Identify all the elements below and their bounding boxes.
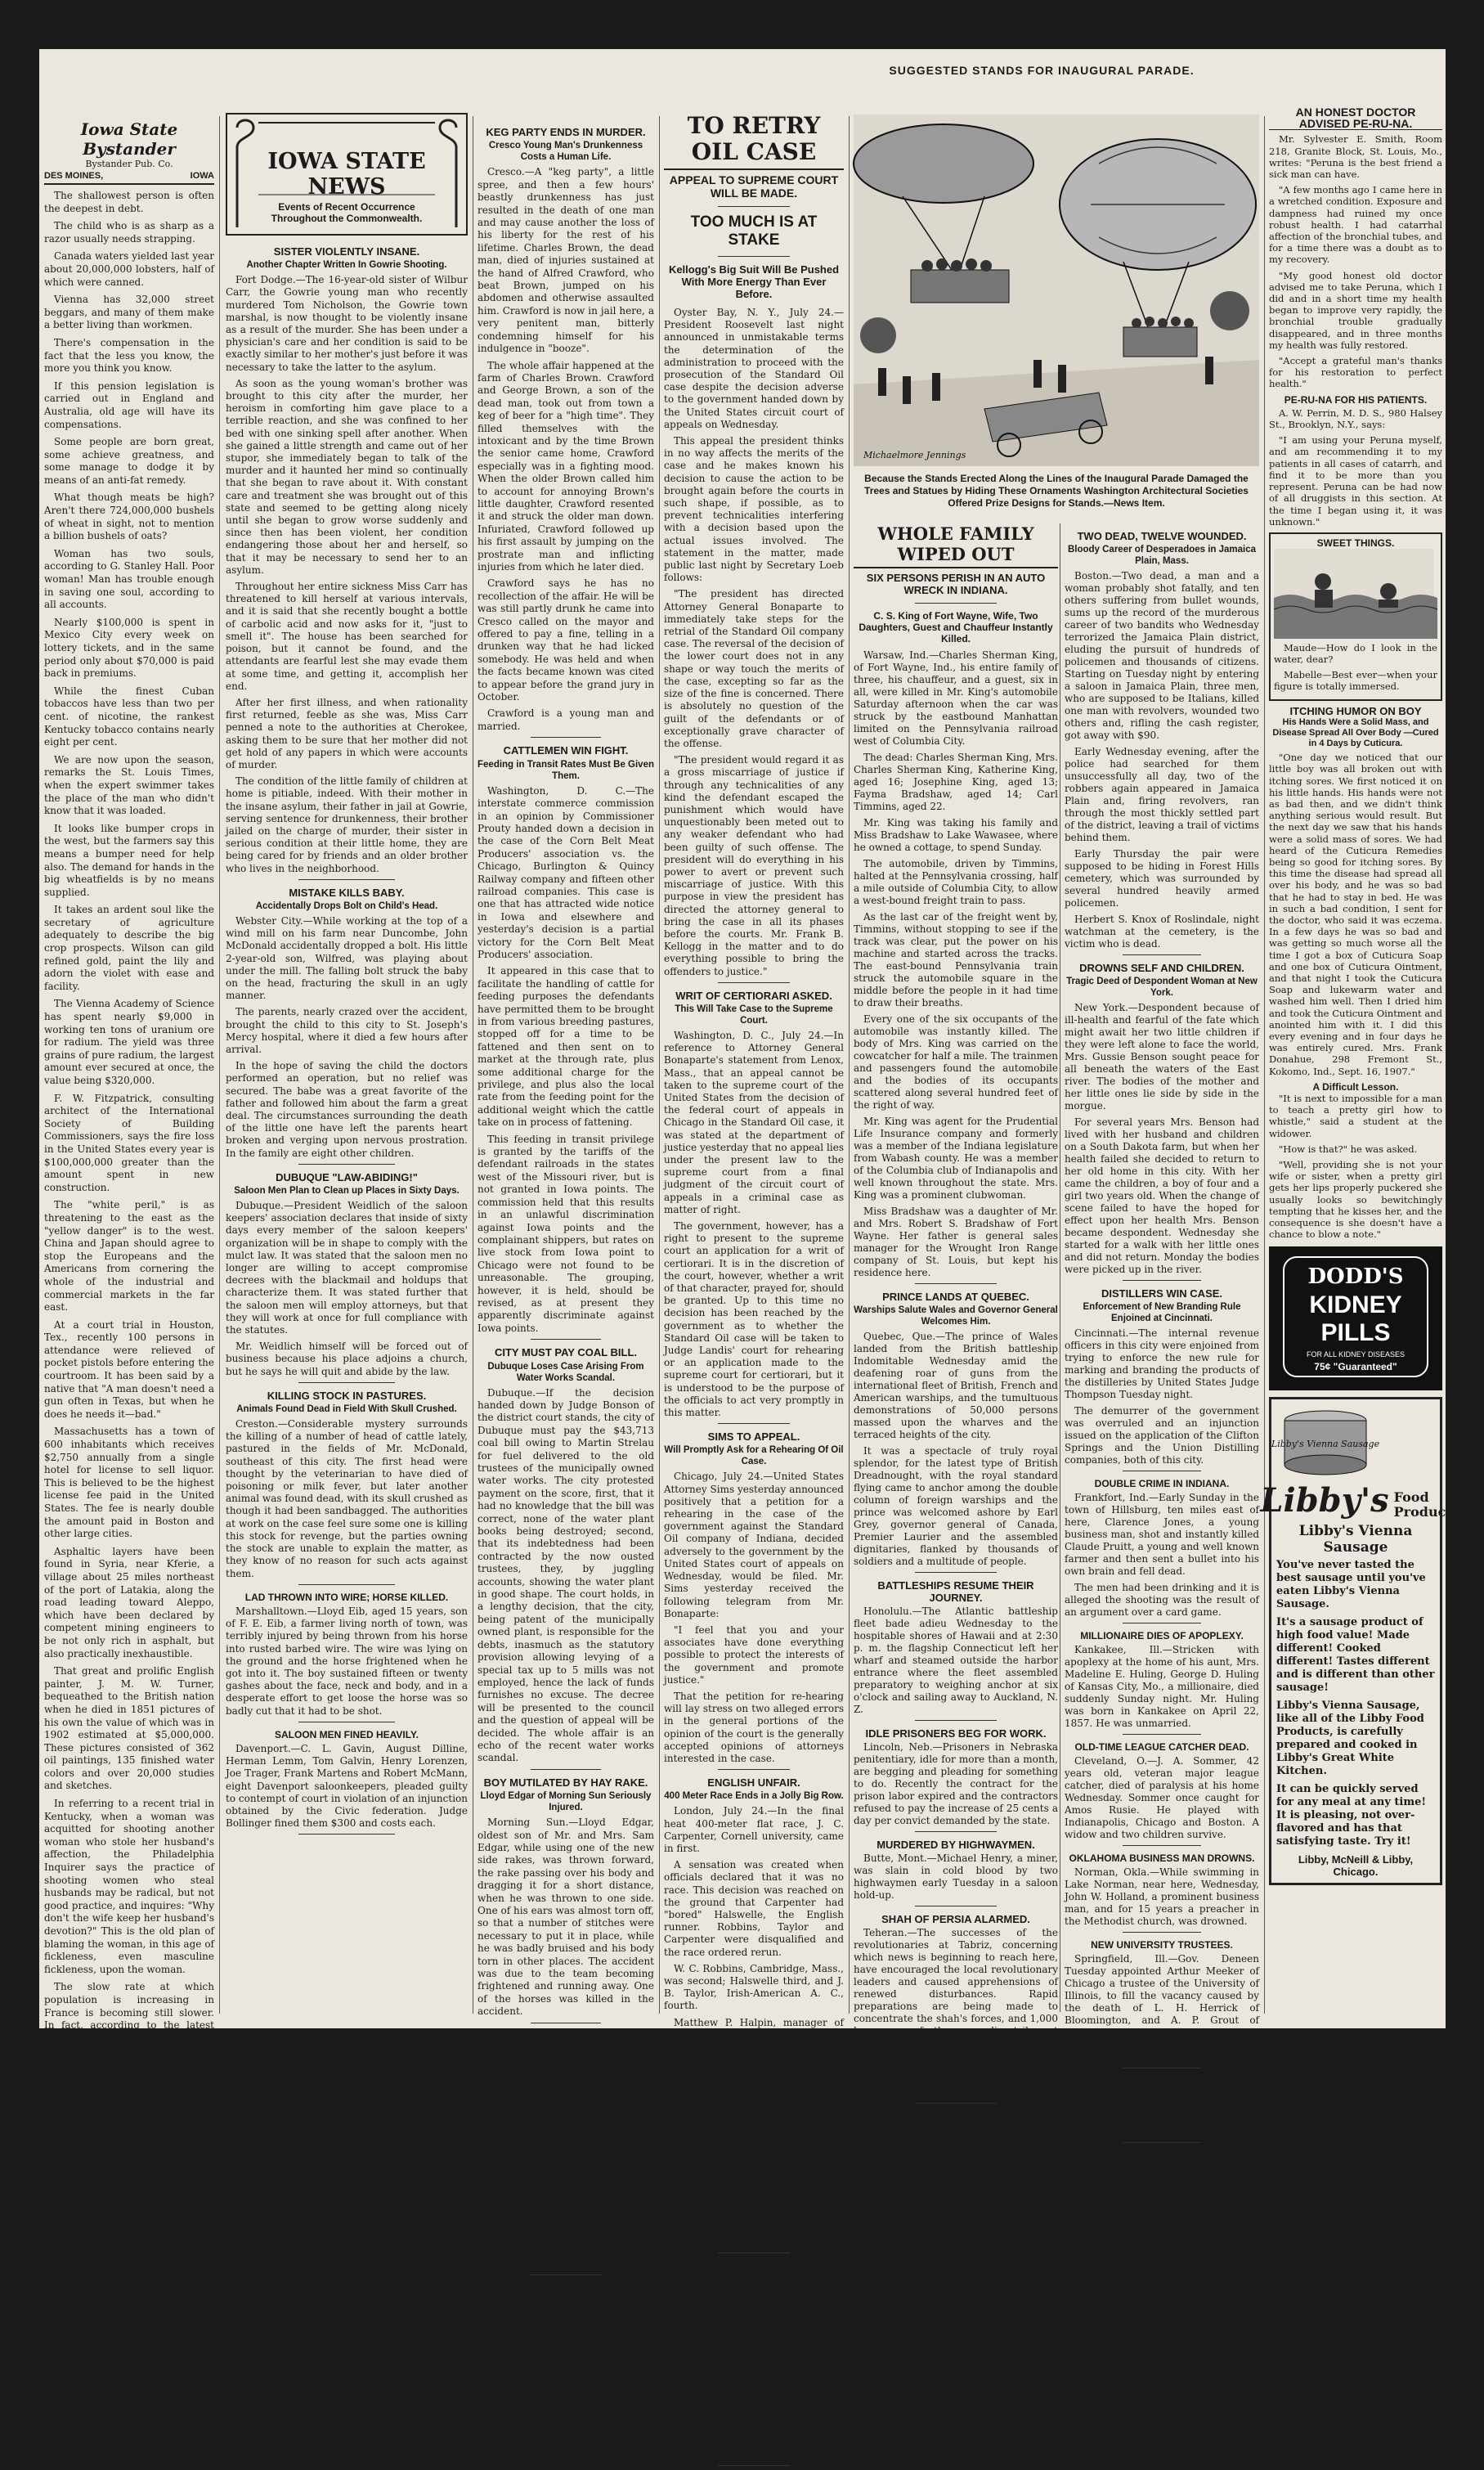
paragraph: Mr. King was taking his family and Miss Bradshaw to Lake Wawasee, where he owned a cottage, to spend Sunday. (854, 817, 1058, 853)
divider (915, 1831, 997, 1832)
story-headline: PRINCE LANDS AT QUEBEC. (882, 1291, 1029, 1303)
paragraph: Cleveland, O.—J. A. Sommer, 42 years old, veteran major league catcher, died of paralysis at his home Wednesday. Sommer once caught for Amos Rusie. He played with Indianapolis, Chicago and Boston. A widow and two children survive. (1065, 1755, 1259, 1840)
paragraph: "The president has directed Attorney General Bonaparte to immediately take steps for the retrial of the Standard Oil company case. The reversal of the decision of the lower court does not in any shape or way touch the merits of the case, excepting so far as the size of the fine is concerned. There is absolutely no question of the guilt of the defendants or of exceptionally grave character of the offense. (664, 588, 844, 749)
paragraph: It appeared in this case that to facilitate the handling of cattle for feeding purposes the defendants have permitted them to be brought in from various breeding pastures, stopped off for a time to be fattened and then sent on to market at the through rate, plus some additional charge for the privilege, and plus also the local rate from the feeding point for the additional weight which the cattle take on in process of fattening. (477, 965, 654, 1129)
paragraph: Washington, D. C., July 24.—In reference to Attorney General Bonaparte's statement from Lenox, Mass., that an appeal cannot be taken to the supreme court of the United States from the decision of the federal court of appeals in Chicago in the Standard Oil case, it was stated at the department of justice yesterday that no appeal lies under the present law to the supreme court from a final judgment of the circuit court of appeals in a criminal case as matter of right. (664, 1029, 844, 1215)
story-subhead: Feeding in Transit Rates Must Be Given Them. (477, 759, 654, 781)
paragraph: The government, however, has a right to present to the supreme court an application for a writ of certiorari. It is in the discretion of the court, however, whether a writ of that character, prayed for, should be granted. Up to this time no decision has been reached by the government as to whether the Standard Oil case will be taken to Judge Landis' court for rehearing or an application made to the supreme court for certiorari, but it is understood to be the purpose of the officials to act very promptly in this matter. (664, 1220, 844, 1419)
divider (298, 1834, 395, 1835)
paragraph: Early Wednesday evening, after the police had searched for them unsuccessfully all day, two of the robbers again appeared in Jamaica Plain and, firing revolvers, ran through the most thickly settled part of the district, leaving a trail of victims behind them. (1065, 746, 1259, 843)
airship-left (854, 124, 1033, 203)
paragraph: Early Thursday the pair were supposed to be hiding in Forest Hills cemetery, which was surrounded by several hundred heavily armed policemen. (1065, 848, 1259, 909)
story-headline: TWO DEAD, TWELVE WOUNDED. (1077, 530, 1247, 542)
story-subhead: Saloon Men Plan to Clean up Places in Sixty Days. (234, 1186, 460, 1197)
dodds-kidney-pills-ad (1269, 1246, 1442, 1390)
wipeout-subhead: SIX PERSONS PERISH IN AN AUTO WRECK IN INDIANA. (866, 572, 1046, 596)
divider (915, 603, 997, 604)
divider (1123, 1932, 1200, 1933)
oil-case-subhead-3: Kellogg's Big Suit Will Be Pushed With More Energy Than Ever Before. (668, 263, 840, 300)
paragraph: Herbert S. Knox of Roslindale, night watchman at the cemetery, is the victim who is dead. (1065, 914, 1259, 950)
paragraph: "I am using your Peruna myself, and am recommending it to my patients in all cases of catarrh, and find it to be more than you represent. Peruna can be had now of all druggists in this section. At the time I began using it, it was unknown." (1269, 434, 1442, 528)
paragraph: This appeal the president thinks in no way affects the merits of the case and he makes known his decision to cause the action to be brought again before the courts in such shape, if possible, as to prevent technicalities interfering with a decision based upon the actual issues involved. The statement in the matter, made public last night by Secretary Loeb follows: (664, 435, 844, 584)
divider (718, 1423, 790, 1424)
paragraph: That the petition for re-hearing will lay stress on two alleged errors in the general portions of the opinion of the court is the generally accepted opinions of attorneys interested in the case. (664, 1690, 844, 1764)
column-4-stories (664, 307, 844, 2466)
cartoon-caption: Because the Stands Erected Along the Lines of the Inaugural Parade Damaged the Trees and Statues by Hiding These Ornaments Washington Architectural Societies Offered Prize Designs for Stands.—News Item. (864, 473, 1249, 509)
column-rule (849, 116, 850, 2014)
can-label: Libby's Vienna Sausage (1271, 1439, 1380, 1450)
story-subhead: This Will Take Case to the Supreme Court. (675, 1004, 833, 1026)
column-2-stories (226, 245, 468, 1835)
kidney-word: KIDNEY (1309, 1291, 1402, 1319)
paragraph: Kankakee, Ill.—Stricken with apoplexy at the home of his aunt, Mrs. Madeline E. Huling, George D. Huling of Kansas City, Mo., a millionaire, died suddenly Sunday night. Mr. Huling was born in Kankakee on April 22, 1857. He was unmarried. (1065, 1644, 1259, 1729)
pills-word: PILLS (1320, 1319, 1391, 1347)
story-subhead: Cresco Young Man's Drunkenness Costs a Human Life. (488, 141, 643, 163)
paragraph: "How is that?" he was asked. (1279, 1143, 1418, 1155)
stand-basket-left (911, 270, 1009, 303)
editorial-item: That great and prolific English painter, J. M. W. Turner, bequeathed to the British nation when he died in 1851 pictures of his own the value of which was in 1902 estimated at $5,000,000. These pictures consisted of 362 oil paintings, 135 finished water colors and over 20,000 studies and sketches. (44, 1665, 214, 1792)
paragraph: Every one of the six occupants of the automobile was instantly killed. The body of Mrs. King was carried on the cowcatcher for half a mile. The trainmen and passengers found the automobile and the bodies of its occupants scattered along several hundred feet of the right of way. (854, 1013, 1058, 1111)
paragraph: Cincinnati.—The internal revenue officers in this city were enjoined from trying to enforce the new rule for marking and branding the products of the distilleries by United States Judge Thompson Tuesday night. (1065, 1327, 1259, 1400)
story-headline: WRIT OF CERTIORARI ASKED. (675, 989, 832, 1002)
newspaper-page (39, 49, 1459, 2460)
column-5 (854, 523, 1058, 2108)
story-subhead: Dubuque Loses Case Arising From Water Works Scandal. (487, 1361, 644, 1383)
editorial-item: There's compensation in the fact that the less you know, the more you think you know. (44, 336, 214, 375)
divider (531, 1339, 601, 1340)
paragraph: Honolulu.—The Atlantic battleship fleet bade adieu Wednesday to the hospitable shores of Hawaii and at 2:30 p. m. the flagship Connecticut left her wharf and steamed outside the harbor entrance where the fleet assembled preparatory to weighing anchor at six o'clock and sailing away to Auckland, N. Z. (854, 1606, 1058, 1715)
story-headline: BOY MUTILATED BY HAY RAKE. (483, 1776, 648, 1789)
paragraph: The demurrer of the government was overruled and an injunction issued on the application of the Clifton Springs and the Union Distilling companies, both of this city. (1065, 1405, 1259, 1466)
peruna-subhead: PE-RU-NA FOR HIS PATIENTS. (1284, 393, 1428, 406)
column-rule (1264, 116, 1265, 2014)
peruna-headline: AN HONEST DOCTOR ADVISED PE-RU-NA. (1269, 106, 1442, 130)
paragraph: As the last car of the freight went by, Timmins, without stopping to see if the track was clear, put the power on his machine and started across the tracks. The east-bound Pennsylvania train struck the automobile square in the middle before the people in it had time to draw their breaths. (854, 911, 1058, 1008)
paragraph: "Accept a grateful man's thanks for his restoration to perfect health." (1269, 355, 1442, 390)
paragraph: The dead: Charles Sherman King, Mrs. Charles Sherman King, Katherine King, aged 16; Josephine King, aged 13; Fayma Bradshaw, aged 14; Carl Timmins, aged 22. (854, 752, 1058, 812)
libbys-ad (1260, 1397, 1459, 1885)
paragraph: Creston.—Considerable mystery surrounds the killing of a number of head of cattle lately, pastured in the fields of Mr. McDonald, southeast of this city. The first head were thought by the veterinarian to have died of poisoning or milk fever, but later another animal was found dead, with its skull crushed as though it had been sandbagged. The authorities at work on the case feel sure some one is killing this stock for revenge, but the parties owning the stock are unable to explain the matter, as they know of no reason for such acts against them. (226, 1418, 468, 1579)
paragraph: This feeding in transit privilege is granted by the tariffs of the defendant railroads in the states west of the Missouri river, but is not granted in Iowa points. The commission held that this results in an unlawful discrimination against Iowa points and the complainant shippers, but rates on live stock from Iowa point to Chicago were not found to be unreasonable. The grouping, however, it is held, should be revised, as at present they apparently discriminate against Iowa points. (477, 1133, 654, 1334)
divider (298, 1164, 395, 1165)
story-headline: KILLING STOCK IN PASTURES. (267, 1389, 427, 1402)
state-news-title: IOWA STATE NEWS (267, 149, 426, 200)
story-headline: IDLE PRISONERS BEG FOR WORK. (865, 1727, 1047, 1740)
story-subhead: Will Promptly Ask for a Rehearing Of Oil Case. (664, 1445, 844, 1467)
paragraph: "One day we noticed that our little boy was all broken out with itching sores. We first noticed it on his little hands. His hands were not as bad then, and we didn't think anything serious would result. But the next day we saw that his hands were a solid mass of sores. We had heard of the Cuticura Remedies being so good for itching sores. By this time the disease had spread all over his body, and he was so bad that he had to stay in bed. He was in such a bad condition, I sent for the doctor, who said it was eczema. In a few days he was so bad and was getting so much worse all the time I got a box of Cuticura Soap and one box of Cuticura Ointment, and that night I took the Cuticura Soap and lukewarm water and washed him well. Then I dried him and took the Cuticura Ointment and anointed him with it. I did this every evening and in four days he was entirely cured. Mrs. Frank Donahue, 298 Fremont St., Kokomo, Ind., Sept. 16, 1907." (1269, 752, 1442, 1077)
dodds-pill-box (1282, 1255, 1429, 1378)
oil-case-headline: TO RETRY OIL CASE (664, 113, 844, 170)
divider (718, 256, 790, 257)
editorial-item: F. W. Fitzpatrick, consulting architect of the International Society of Building Commissioners, says the fire loss in the United States every year is $100,000,000 greater than the amount spent in new construction. (44, 1092, 214, 1193)
paragraph: Dubuque.—If the decision handed down by Judge Bonson of the district court stands, the city of Dubuque must pay the $43,713 coal bill owing to Martin Strelau for fuel delivered to the old trustees of the municipally owned water works. The city protested payment on the score, first, that it had no knowledge that the bill was correct, none of the water plant books being destroyed; second, that its indebtedness had been contracted by the now ousted trustees, they, by juggling accounts, showing the water plant in good shape. The court holds, in a lengthy decision, that the city, being patent of the municipally owned plant, is responsible for the debts, inasmuch as the statutory provision allowing levying of a special tax up to 5 mills was not employed, hence the lack of funds furnishes no excuse. The decree will be presented to the council and the question of appeal will be decided. The whole affair is an echo of the recent water works scandal. (477, 1386, 654, 1764)
column-4 (664, 113, 844, 2470)
editorial-item: The child who is as sharp as a razor usually needs strapping. (44, 220, 214, 245)
paragraph: Davenport.—C. L. Gavin, August Dilline, Herman Lemm, Tom Galvin, Henry Lorenzen, Joe Trager, Frank Martens and Robert McMann, eight Davenport saloonkeepers, pleaded guilty to contempt of court in violation of an injunction obtained by the Civic federation. Judge Bollinger fined them $300 and costs each. (226, 1742, 468, 1830)
paragraph: The condition of the little family of children at home is pitiable, indeed. With their mother in the insane asylum, their father in jail at Gowrie, serving sentence for drunkenness, their brother jailed on the charge of murder, their sister in serious condition at their little home, they are being cared for by friends and an older brother who lives in the neighborhood. (226, 775, 468, 874)
dodds-price: 75¢ "Guaranteed" (1314, 1361, 1397, 1373)
peruna-ad (1269, 106, 1442, 528)
cartoon (854, 115, 1259, 523)
paragraph: The men had been drinking and it is alleged the shooting was the result of an argument over a card game. (1065, 1582, 1259, 1618)
paragraph: Oyster Bay, N. Y., July 24.—President Roosevelt last night announced in unmistakable terms the determination of the administration to proceed with the prosecution of the Standard Oil case despite the decision adverse to the government handed down by the United States circuit court of appeals on Wednesday. (664, 307, 844, 430)
paragraph: The whole affair happened at the farm of Charles Brown. Crawford and George Brown, a son of the dead man, took out from town a keg of beer for a "high time". They filled themselves with the intoxicant and by the time Brown the senior came home, Crawford especially was in a fighting mood. When the older Brown called him to account for annoying Brown's little daughter, Crawford resented it and struck the older man down. Infuriated, Crawford followed up his first assault by jumping on the prostrate man and inflicting injuries from which he later died. (477, 359, 654, 573)
paragraph: Matthew P. Halpin, manager of the American team, says the Americans will not run the race over. (664, 2016, 844, 2066)
dodds-ring-text: FOR ALL KIDNEY DISEASES (1306, 1350, 1406, 1359)
paragraph: Teheran.—The successes of the revolutionaries at Tabriz, concerning which news is beginning to reach here, have encouraged the local revolutionary leaders and caused apprehensions of renewed disturbances. Rapid preparations are being made to concentrate the shah's forces, and 1,000 horsemen of the nomadic tribe at Bakhtiar have arrived on the outskirts of the city. Quarters are being prepared for them in the vicinity of the shah's palace, which is becoming rapidly transformed into a fortress. (854, 1927, 1058, 2098)
editorial-item: We are now upon the season, remarks the St. Louis Times, when the expert swimmer takes the place of the man who didn't know that it was loaded. (44, 753, 214, 817)
story-headline: LAD THROWN INTO WIRE; HORSE KILLED. (244, 1591, 449, 1603)
paragraph: Norman, Okla.—While swimming in Lake Norman, near here, Wednesday, John W. Holland, a prominent business man, and for 15 years a preacher in the Methodist church, was drowned. (1065, 1866, 1259, 1927)
editorial-item: Asphaltic layers have been found in Syria, near Kferie, a village about 25 miles northeast of the port of Latakia, along the road leading toward Aleppo, which have been declared by competent mining engineers to be not only rich in asphalt, but also practically inexhaustible. (44, 1545, 214, 1659)
paragraph: "My good honest old doctor advised me to take Peruna, which I did and in a short time my health began to improve very rapidly, the bronchial trouble gradually disappeared, and in three months my health was fully restored. (1269, 269, 1442, 351)
paragraph: "Well, providing she is not your wife or sister, when a pretty girl gets her lips properly puckered she usually looks so bewitchingly tempting that he kisses her, and the consequence is she doesn't have a chance to blow a note." (1269, 1159, 1442, 1241)
story-subhead: Tragic Deed of Despondent Woman at New York. (1066, 977, 1258, 998)
story-headline: DUBUQUE "LAW-ABIDING!" (276, 1170, 418, 1183)
paragraph: A. W. Perrin, M. D. S., 980 Halsey St., Brooklyn, N.Y., says: (1269, 406, 1442, 431)
editorial-item: What though meats be high? Aren't there 724,000,000 bushels of wheat in sight, not to mention a billion bushels of oats? (44, 492, 214, 542)
paragraph: For several years Mrs. Benson had lived with her husband and children on a South Dakota farm, but when her health failed she decided to return to her old home in this city. With her came the children, a boy of four and a girl two years old. When the change of scene failed to have the hoped for effect upon her health Mrs. Benson became despondent. Wednesday she started for a walk with her little ones and did not return. Monday the bodies were picked up in the river. (1065, 1116, 1259, 1275)
paragraph: Chicago, July 24.—United States Attorney Sims yesterday announced positively that a petition for a rehearing in the case of the government against the Standard Oil company of Indiana, decided adversely to the government by the United States court of appeals on Wednesday, would be filed. Mr. Sims yesterday received the following telegram from Mr. Bonaparte: (664, 1471, 844, 1619)
paragraph: "A few months ago I came here in a wretched condition. Exposure and dampness had ruined my once robust health. I had catarrhal affection of the bronchial tubes, and for a time there was a doubt as to my recovery. (1269, 184, 1442, 266)
masthead-location (44, 169, 214, 185)
divider (1123, 1845, 1200, 1846)
story-subhead: Bloody Career of Desperadoes in Jamaica Plain, Mass. (1067, 545, 1257, 566)
cartoonist-signature: Michaelmore Jennings (863, 450, 966, 460)
paragraph: Butte, Mont.—Michael Henry, a miner, was slain in cold blood by two highwaymen early Tuesday in a saloon hold-up. (854, 1852, 1058, 1901)
divider (531, 737, 601, 738)
libbys-signature: Libby, McNeill & Libby, (1298, 1853, 1414, 1866)
paragraph: As soon as the young woman's brother was brought to this city after the murder, her heroism in comforting him gave place to a terrible reaction, and she was confined to her bed with one sinking spell after another. When she gained a little strength and came out of her stupor, she immediately began to talk of the murder and it haunted her mind so continually that she began to rave about it. With constant care and treatment she was brought out of this state and seemed to be getting along nicely until she began to grow worse suddenly and since then has been violent, her condition endangering those about her and herself, so that it may be necessary to send her to an asylum. (226, 377, 468, 576)
stand-basket-right (1123, 327, 1197, 357)
paragraph: Frankfort, Ind.—Early Sunday in the town of Hillsburg, ten miles east of here, Clarence Jones, a young business man, shot and instantly killed Claude Pruitt, a young and well known farmer and then sent a bullet into his own brain and fell dead. (1065, 1492, 1259, 1577)
story-headline: ENGLISH UNFAIR. (707, 1776, 800, 1790)
paragraph: Fort Dodge.—The 16-year-old sister of Wilbur Carr, the Gowrie young man who recently murdered Tom Nicholson, the Gowrie town marshal, is now thought to be violently insane as a result of the murder. She has been under a physician's care and her condition is said to be exactly similar to her mother's just before it was necessary to take the latter to the asylum. (226, 274, 468, 373)
story-headline: MILLIONAIRE DIES OF APOPLEXY. (1080, 1630, 1244, 1641)
paragraph: "Both Carpenter and Robbins had the Englishman beaten from the crack of the pistol and the English officials could not bear to see their own man beaten in a race which they counted on winning." (664, 2174, 844, 2248)
paragraph: Mr. King was agent for the Prudential Life Insurance company and formerly was a member of the Indiana legislature from Wabash county. He was a member of the Columbia club of Indianapolis and well known throughout the state. Mrs. King was a prominent clubwoman. (854, 1116, 1058, 1201)
editorial-item: Nearly $100,000 is spent in Mexico City every week on lottery tickets, and in the same period only about $70,000 is paid back in premiums. (44, 616, 214, 680)
story-subhead: Warships Salute Wales and Governor General Welcomes Him. (854, 1305, 1058, 1327)
masthead-publisher: Bystander Pub. Co. (85, 159, 173, 169)
editorial-item: Russian admirers of Tolstoi in Moscow, who were determined to celebrate his eightieth birthday in some spectacular manner, have wisely acceded to his wishes in the matter, and instead of a festival into which he would be dragged unwillingly, have decided to observe the day by formally opening a public library and by giving the count's name to the school he attended in his youth. They could not have chosen an action more appropriate and none so likely to please the venerable Russian philosopher, whose years have been about 80. (44, 2228, 214, 2457)
divider (1123, 2142, 1200, 2143)
editorial-item: In referring to a recent trial in Kentucky, when a woman was acquitted for shooting another woman who stole her husband's affection, the Philadelphia Inquirer says the practice of shooting women who steal husbands may be radical, but not good practice, and inquires: "Why don't the wife keep her husband's devotion?" This is the old plan of blaming the woman, in this age of fickleness, even masculine fickleness, upon the woman. (44, 1798, 214, 1975)
story-subhead: 400 Meter Race Ends in a Jolly Big Row. (664, 1791, 844, 1802)
libbys-city: Chicago. (1333, 1866, 1379, 1879)
divider (1123, 954, 1200, 955)
paragraph: London, July 24.—In the final heat 400-meter flat race, J. C. Carpenter, Cornell university, came in first. (664, 1805, 844, 1854)
paragraph: Mabelle—Best ever—when your figure is totally immersed. (1274, 668, 1437, 692)
paragraph: Quebec, Que.—The prince of Wales landed from the British battleship Indomitable Wednesday amid the deafening roar of guns from the international fleet of British, French and American warships, and the tumultuous demonstrations of 50,000 persons massed upon the wharves and the terraced heights of the city. (854, 1331, 1058, 1440)
editorial-item: While the finest Cuban tobaccos have less than two per cent. of nicotine, the rankest Kentucky tobacco contains nearly eight per cent. (44, 685, 214, 748)
divider (915, 2103, 997, 2104)
divider (298, 1584, 395, 1585)
swimmers-illustration (1274, 549, 1434, 639)
divider (718, 2252, 790, 2253)
story-subhead: Lloyd Edgar of Morning Sun Seriously Injured. (480, 1791, 652, 1813)
story-subhead: Accidentally Drops Bolt on Child's Head. (255, 900, 438, 911)
masthead-title: Iowa State Bystander (80, 119, 178, 159)
editorial-item: It looks like bumper crops in the west, but the farmers say this means a bumper need for help also. The demand for hands in the big wheatfields is by no means supplied. (44, 822, 214, 898)
paragraph: In the hope of saving the child the doctors performed an operation, but no relief was secured. The babe was a great favorite of the father and followed him about the farm a great deal. The circumstances surrounding the death of the little one have left the parents heart broken and verging upon nervous prostration. In the family are eight other children. (226, 1060, 468, 1159)
story-headline: FIERCE FIGHTING AT TABRIZ. (1091, 2075, 1233, 2086)
oil-case-subhead-1: APPEAL TO SUPREME COURT WILL BE MADE. (669, 173, 839, 200)
wipeout-dek: C. S. King of Fort Wayne, Wife, Two Daughters, Guest and Chauffeur Instantly Killed. (859, 610, 1053, 644)
story-headline: CITY MUST PAY COAL BILL. (494, 1346, 638, 1359)
paragraph: Miss Bradshaw was a daughter of Mr. and Mrs. Robert S. Bradshaw of Fort Wayne. Her father is general sales manager for the Wrought Iron Range company of St. Louis, but kept his residence here. (854, 1206, 1058, 1278)
paragraph: St. Petersburg.—It is reported here that severe fighting occurred at Tabriz, Persia, Monday, 200 being killed or wounded. (1065, 2089, 1259, 2137)
story-headline: SISTER VIOLENTLY INSANE. (273, 245, 420, 258)
paragraph: "It is next to impossible for a man to teach a pretty girl how to whistle," said a student at the widower. (1269, 1093, 1442, 1139)
editorial-item: Vienna has 32,000 street beggars, and many of them make a better living than workmen. (44, 294, 214, 331)
masthead-city: DES MOINES, (44, 171, 104, 181)
divider (1123, 1280, 1200, 1281)
editorial-item: Woman has two souls, according to G. Stanley Hall. Poor woman! Man has trouble enough in saving one soul, according to all accounts. (44, 547, 214, 611)
column-rule (219, 116, 220, 2014)
paragraph: Webster City.—While working at the top of a wind mill on his farm near Duncombe, John McDonald accidentally dropped a bolt. His little 2-year-old son, Wilfred, was playing about under the mill. The falling bolt struck the baby on the head, fracturing the skull in an ugly manner. (226, 914, 468, 1002)
paragraph: New York, July 24.—It was learned yesterday through sources identified with the Standard Oil Company that the $29,240,000 case is not likely to go to the supreme court of the United States. Nor is it believed the case will be retried before Judge Landis, as the Standard Oil company would probably be able to get a trial before some other judge sit in the case. The issues involve no constitutional questions such as would necessarily take the action to the supreme court. (664, 2274, 844, 2460)
story-headline: NEW UNIVERSITY TRUSTEES. (1091, 1939, 1233, 1951)
column-2 (226, 113, 468, 1839)
column-3 (477, 119, 654, 2279)
paragraph: Crawford says he has no recollection of the affair. He will be was still partly drunk he came into Cresco called on the mayor and offered to pay a fine, telling in a drunken way that he had licked somebody. He was held and when the facts became known was cited to appear before the grand jury in October. (477, 577, 654, 703)
story-headline: MISTAKE KILLS BABY. (289, 886, 405, 899)
paragraph: Washington, D. C.—The interstate commerce commission in an opinion by Commissioner Prouty handed down a decision in the case of the Corn Belt Meat Producers' association vs. the Chicago, Burlington & Quincy Railway company and fifteen other railroad companies. This case is one that has attracted wide notice in Iowa and elsewhere and yesterday's decision is a partial victory for the Corn Belt Meat Producers' association. (477, 784, 654, 960)
paragraph: It was a spectacle of truly royal splendor, for the latest type of British Dreadnought, with the royal standard flying came to anchor among the double column of foreign warships and the prince was welcomed ashore by Earl Grey, governor general of Canada, Premier Laurier and the assembled dignitaries, flanked by thousands of soldiers and a multitude of people. (854, 1445, 1058, 1567)
paragraph: Iowa City.—Dr. E. A. Rogers of the state university dental school is firmly convinced that there ought to be compulsory examination of the teeth of school children from time to time. He declares that the average child's mouth is in a condition that menaces its health and that if examinations were required and bad teeth remedied the country's general health would be greatly improved. Dr. Rogers backs up his theory with the facts gathered in an examination he made of the teeth of eight-two Iowa City school children. At that time 2,733 teeth were found that needed attention. (477, 2044, 654, 2270)
editorial-item: Massachusetts has a town of 600 inhabitants which receives $2,750 annually from a single hotel for license to sell liquor. This is believed to be the highest license fee paid in the United States. The fee is nearly double the amount paid in Boston and other large cities. (44, 1426, 214, 1540)
editorial-paragraphs (44, 190, 214, 2458)
divider (718, 206, 790, 207)
editorial-item: The slow rate at which population is increasing in France is becoming still slower. In fact, according to the latest announcement there is no increase, but an actual decrease. The birthrate has steadily dwindled for a century, the aggregate of births within that time having decreased from 1,007,000 to 774,000 a year. The deaths in France during 1907 were reported at 793,000, which was 19,000 more than the births. If this is to be a continuing proportion, France may well view the situation with alarm, and bestir herself to discover the cause. (44, 1981, 214, 2223)
libby-paragraph: Libby's Vienna Sausage, like all of the Libby Food Products, is carefully prepared and cooked in Libby's Great White Kitchen. (1276, 1700, 1424, 1778)
paragraph: Marshalltown.—Lloyd Eib, aged 15 years, son of F. E. Eib, a farmer living north of town, was terribly injured by being thrown from his horse into rusted barbed wire. The wire was lying on the ground and the horse frightened when he got into it. The boy sustained fifteen or twenty gashes about the face, neck and body, and in a desperate effort to get loose the horse was so badly cut that it had to be shot. (226, 1605, 468, 1717)
divider (298, 879, 395, 880)
libbys-logo: Libby's (1260, 1481, 1389, 1520)
story-headline: MURDERED BY HIGHWAYMEN. (877, 1839, 1035, 1851)
sweet-things-cartoon (1269, 532, 1442, 701)
editorial-item: Canada waters yielded last year about 20,000,000 lobsters, half of which were canned. (44, 250, 214, 288)
paragraph: After her first illness, and when rationality first returned, feeble as she was, Miss Carr penned a note to the authorities at Cherokee, asking them to be sure that her mother did not get hold of any papers in which were accounts of murder. (226, 696, 468, 770)
libbys-headline: Libby's Vienna Sausage (1298, 1523, 1413, 1556)
story-headline: BATTLESHIPS RESUME THEIR JOURNEY. (877, 1579, 1034, 1604)
editorial-item: It takes an ardent soul like the secretary of agriculture adequately to describe the big crop prospects. Wilson can gild refined gold, paint the lily and adorn the violet with ease and facility. (44, 904, 214, 992)
paragraph: Crawford is a young man and married. (477, 707, 654, 732)
cartoon-title: SUGGESTED STANDS FOR INAUGURAL PARADE. (889, 64, 1195, 77)
libbys-food-products: Food Products (1393, 1489, 1459, 1520)
paragraph: Mr. Weidlich himself will be forced out of business because his place adjoins a church, but he says he will quit and abide by the law. (226, 1341, 468, 1377)
divider (915, 1283, 997, 1284)
masthead-state: IOWA (190, 171, 214, 181)
paragraph: Dubuque.—President Weidlich of the saloon keepers' association declares that inside of sixty days every member of the saloon keepers' organization will be in shape to comply with the mulct law. It was stated that the saloon men no longer are willing to accept compromise decrees with the blackmail and holdups that characterize them. It was stated further that the saloon men will employ attorneys, but that they will work at once for full compliance with the statutes. (226, 1200, 468, 1336)
dodds-word: DODD'S (1307, 1264, 1404, 1290)
cartoon-illustration (854, 115, 1259, 466)
paragraph: The automobile, driven by Timmins, halted at the Pennsylvania crossing, half a mile outside of Columbia City, to allow a west-bound freight train to pass. (854, 858, 1058, 906)
state-news-subtitle: Events of Recent Occurrence Throughout the Commonwealth. (271, 201, 423, 224)
cuticura-ad (1269, 706, 1442, 1241)
story-headline: CATTLEMEN WIN FIGHT. (503, 744, 629, 757)
wipeout-headline: WHOLE FAMILY WIPED OUT (854, 523, 1058, 568)
story-subhead: Enforcement of New Branding Rule Enjoined at Cincinnati. (1083, 1302, 1241, 1323)
divider (915, 1720, 997, 1721)
paragraph: Springfield, Ill.—Gov. Deneen Tuesday appointed Arthur Meeker of Chicago a trustee of the University of Illinois, to fill the vacancy caused by the death of L. H. Herrick of Bloomington, and A. P. Grout of Winchester to fill the vacancy caused by the death of Alexander McLean of Macomb. (1065, 1953, 1259, 2063)
paragraph: Throughout her entire sickness Miss Carr has threatened to kill herself at various intervals, and it is said that she recently bought a bottle of carbolic acid and now asks for it, "just to smell it". The house has been searched for poison, but it cannot be found, and the attendants are fearful lest she may evade them at some time, and getting it, accomplish her end. (226, 581, 468, 692)
cuticura-headline: ITCHING HUMOR ON BOY (1289, 704, 1422, 717)
story-headline: KEG PARTY ENDS IN MURDER. (486, 126, 646, 138)
story-headline: DISTILLERS WIN CASE. (1101, 1287, 1223, 1300)
oil-case-subhead-2: TOO MUCH IS AT STAKE (690, 213, 818, 249)
editorial-item: The Vienna Academy of Science has spent nearly $9,000 in working ten tons of uranium ore for radium. The yield was three grains of pure radium, the largest amount ever secured at once, the value being $320,000. (44, 998, 214, 1086)
column-6-stories (1065, 530, 1259, 2143)
paragraph: Warsaw, Ind.—Charles Sherman King, of Fort Wayne, Ind., his entire family of three, his chauffeur, and a guest, six in all, were killed in Mr. King's automobile Saturday afternoon when the car was struck by the eastbound Manhattan limited on the Pennsylvania railroad west of Columbia City. (854, 649, 1058, 747)
story-headline: DROWNS SELF AND CHILDREN. (1079, 962, 1244, 974)
paragraph: Boston.—Two dead, a man and a woman probably shot fatally, and ten others suffering from bullet wounds, sums up the record of the murderous career of two bandits who Wednesday terrorized the Jamaica Plain district, eluding the pursuit of hundreds of policemen and thousands of citizens. Starting on Tuesday night by entering a saloon in Jamaica Plain, three men, who are supposed to be Italians, killed one man with revolvers, wounded two others and, rifling the cash register, got away with $90. (1065, 570, 1259, 741)
libby-paragraph: It can be quickly served for any meal at any time! It is pleasing, not over-flavored and has that satisfying taste. Try it! (1276, 1783, 1427, 1848)
editorial-item: Some people are born great, some achieve greatness, and some manage to dodge it by means of an anti-fat remedy. (44, 436, 214, 486)
editorial-item: The shallowest person is often the deepest in debt. (44, 190, 214, 214)
divider (298, 1382, 395, 1383)
story-headline: OKLAHOMA BUSINESS MAN DROWNS. (1069, 1852, 1255, 1864)
cuticura-subhead: His Hands Were a Solid Mass, and Disease Spread All Over Body —Cured in 4 Days by Cuticura. (1272, 717, 1439, 749)
editorial-item: If this pension legislation is carried out in England and Australia, old age will have its compensations. (44, 379, 214, 430)
column-3-stories (477, 126, 654, 2275)
paragraph: A sensation was created when officials declared that it was no race. This decision was reached on the ground that Carpenter had "bored" Halswelle, the English runner. Robbins, Taylor and Carpenter were disqualified and the race ordered rerun. (664, 1859, 844, 1958)
paragraph: W. C. Robbins, Cambridge, Mass., was second; Halswelle third, and J. B. Taylor, Irish-American A. C., fourth. (664, 1962, 844, 2012)
paragraph: Cresco.—A "keg party", a little spree, and then a few hours' beastly drunkenness has just resulted in the death of one man and may cause another the loss of his liberty for the rest of his lifetime. Charles Brown, the dead man, died of injuries sustained at the hand of Alfred Crawford, who beat Brown, jumped on his abdomen and otherwise assaulted him. Crawford is now in jail here, a very penitent man, bitterly condemning himself for his indulgence in "booze". (477, 166, 654, 355)
paragraph: New York.—Despondent because of ill-health and fearful of the fate which might await her two little children if they were left alone to face the world, Mrs. Gussie Benson sought peace for all beneath the waters of the East river. The bodies of the mother and her little ones lie side by side in the morgue. (1065, 1002, 1259, 1112)
story-headline: MAY NOT GO HIGHER UP. (688, 2260, 820, 2273)
story-headline: SHAH OF PERSIA ALARMED. (881, 1913, 1030, 1925)
story-headline: SIMS TO APPEAL. (707, 1430, 800, 1444)
paragraph: Lincoln, Neb.—Prisoners in Nebraska penitentiary, idle for more than a month, are begging and pleading for something to do. Recently the contract for the prison labor expired and the contractors refused to pay the increase of 25 cents a day per convict demanded by the state. (854, 1741, 1058, 1826)
story-headline: SALOON MEN FINED HEAVILY. (274, 1728, 419, 1740)
sweet-things-dialogue (1274, 642, 1437, 692)
paragraph: Maude—How do I look in the water, dear? (1274, 641, 1437, 665)
divider (718, 982, 790, 983)
divider (718, 2465, 790, 2466)
libby-paragraph: You've never tasted the best sausage until you've eaten Libby's Vienna Sausage. (1276, 1559, 1426, 1611)
libby-paragraph: It's a sausage product of high food value! Made different! Cooked different! Tastes different and is different than other sausage! (1276, 1616, 1435, 1695)
difficult-lesson-headline: A Difficult Lesson. (1312, 1080, 1399, 1093)
paragraph: "The president would regard it as a gross miscarriage of justice if through any technicalities of any kind the defendant escaped the punishment which would have unquestionably been meted out to any weaker defendant who had been guilty of such offense. The president will do everything in his power to avert or prevent such miscarriage of justice. With this purpose in view the president has directed the attorney general to bring the case in all its phases before the courts. Mr. Frank B. Kellogg in the matter and to do everything possible to bring the offenders to justice." (664, 754, 844, 977)
divider (1123, 1734, 1200, 1735)
column-1 (44, 119, 214, 2463)
column-6 (1065, 523, 1259, 2147)
paragraph: "Highway robbery is pretty strong language," said Trainer Murphy, "one there are no other words for it. I am mad clear through at the English officials for years, and it has always been the same story. They would have robbed us of everything they could. (664, 2070, 844, 2169)
top-strip (39, 49, 1446, 116)
libby-can-illustration (1271, 1404, 1432, 1478)
story-headline: DOUBLE CRIME IN INDIANA. (1094, 1478, 1230, 1489)
column-7 (1260, 106, 1459, 1890)
column-5-stories (854, 649, 1058, 2104)
story-headline: OLD-TIME LEAGUE CATCHER DEAD. (1074, 1741, 1249, 1753)
paragraph: Morning Sun.—Lloyd Edgar, oldest son of Mr. and Mrs. Sam Edgar, while using one of the new side rakes, was thrown forward, the rake passing over his body and dragging it for a short distance, when he was thrown to one side. One of his ears was almost torn off, so that a number of stitches were necessary to put it in place, while he was badly bruised and his body torn in other places. The accident was due to the team becoming frightened and running away. One of the horses was killed in the accident. (477, 1817, 654, 2018)
paragraph: The parents, nearly crazed over the accident, brought the child to this city to St. Joseph's Mercy hospital, where it died a few hours after arrival. (226, 1006, 468, 1055)
story-headline: INSPECT CHILDREN'S TEETH. (494, 2029, 638, 2041)
sweet-things-title: SWEET THINGS. (1316, 537, 1395, 549)
libbys-copy (1276, 1559, 1435, 1848)
editorial-item: The "white peril," is as threatening to the east as the "yellow danger" is to the west. China and Japan should agree to stop the Europeans and the Americans from cornering the whole of the industrial and commercial markets in the far east. (44, 1199, 214, 1314)
divider (531, 1769, 601, 1770)
paragraph: "I feel that you and your associates have done everything possible to protect the interests of the government and promote justice." (664, 1623, 844, 1686)
divider (915, 1572, 997, 1573)
editorial-item: At a court trial in Houston, Tex., recently 100 persons in attendance were relieved of pocket pistols before entering the courtroom. It has been said by a native that "A man doesn't need a gun often in Texas, but when he does he needs it—bad." (44, 1318, 214, 1420)
story-subhead: Animals Found Dead in Field With Skull Crushed. (236, 1404, 457, 1415)
divider (718, 1769, 790, 1770)
column-rule (659, 116, 660, 2014)
paragraph: Mr. Sylvester E. Smith, Room 218, Granite Block, St. Louis, Mo., writes: "Peruna is the best friend a sick man can have. (1269, 133, 1442, 181)
story-subhead: Another Chapter Written In Gowrie Shooting. (246, 260, 447, 271)
